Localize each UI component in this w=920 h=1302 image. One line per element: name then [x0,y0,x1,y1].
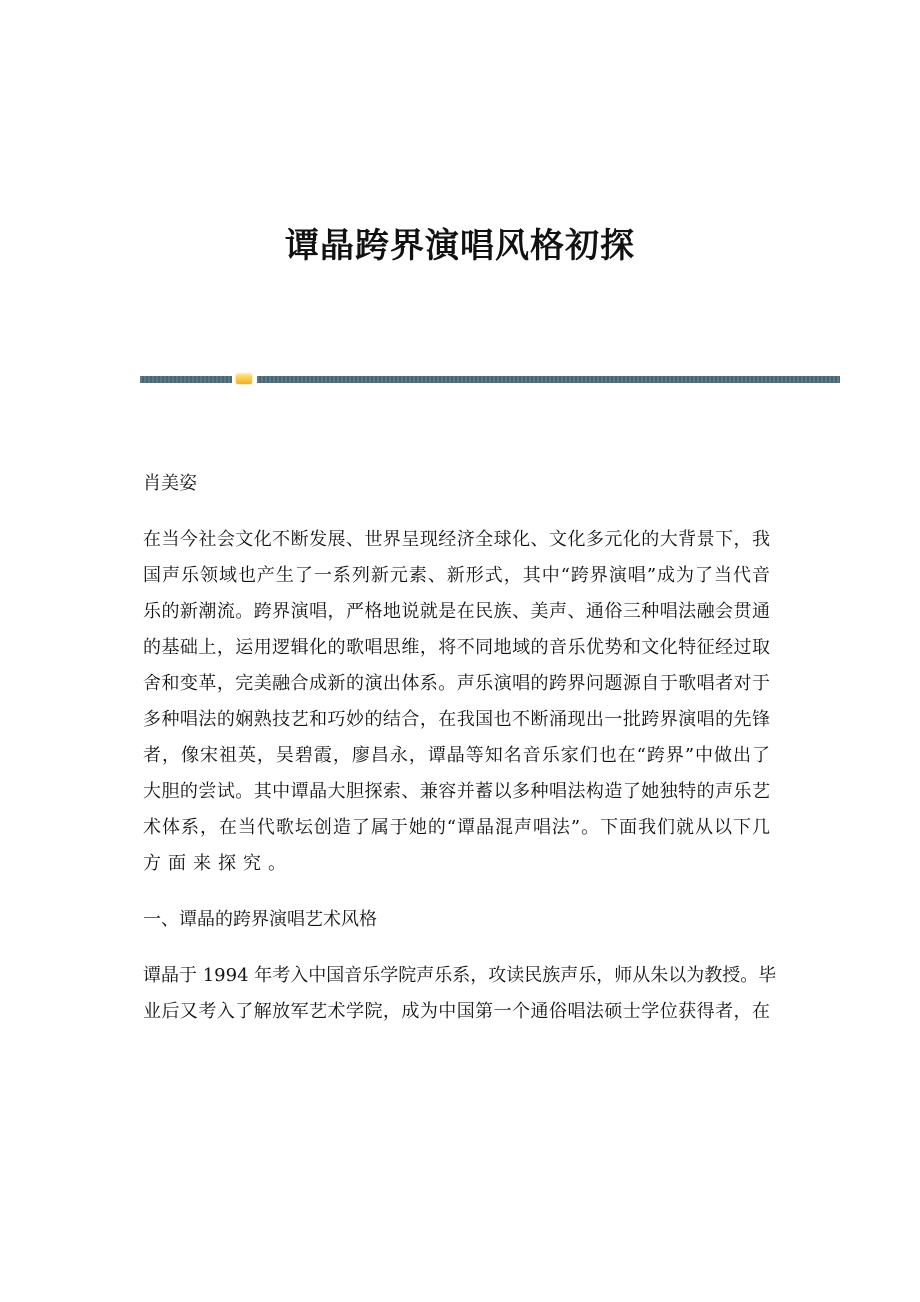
divider-ornament-icon [236,374,252,384]
paragraph-line: 业后又考入了解放军艺术学院，成为中国第一个通俗唱法硕士学位获得者，在 [143,1001,770,1022]
paragraph-line: 乐的新潮流。跨界演唱，严格地说就是在民族、美声、通俗三种唱法融会贯通 [143,601,770,622]
divider-left [140,376,232,383]
paragraph-line: 舍和变革，完美融合成新的演出体系。声乐演唱的跨界问题源自于歌唱者对于 [143,673,770,694]
paragraph-line: 方面来探究。 [143,853,293,874]
paragraph-line: 谭晶于 1994 年考入中国音乐学院声乐系，攻读民族声乐，师从朱以为教授。毕 [143,965,777,986]
paragraph-line: 在当今社会文化不断发展、世界呈现经济全球化、文化多元化的大背景下，我 [143,529,770,550]
document-title: 谭晶跨界演唱风格初探 [285,226,635,266]
divider-right [257,376,840,383]
paragraph-line: 国声乐领域也产生了一系列新元素、新形式，其中“跨界演唱”成为了当代音 [143,565,770,586]
section-heading: 一、谭晶的跨界演唱艺术风格 [143,909,377,930]
paragraph-line: 的基础上，运用逻辑化的歌唱思维，将不同地域的音乐优势和文化特征经过取 [143,637,770,658]
paragraph-line: 多种唱法的娴熟技艺和巧妙的结合，在我国也不断涌现出一批跨界演唱的先锋 [143,709,770,730]
paragraph-line: 术体系，在当代歌坛创造了属于她的“谭晶混声唱法”。下面我们就从以下几 [143,817,770,838]
paragraph-line: 大胆的尝试。其中谭晶大胆探索、兼容并蓄以多种唱法构造了她独特的声乐艺 [143,781,770,802]
author: 肖美姿 [143,473,197,494]
paragraph-line: 者，像宋祖英，吴碧霞，廖昌永，谭晶等知名音乐家们也在“跨界”中做出了 [143,745,770,766]
